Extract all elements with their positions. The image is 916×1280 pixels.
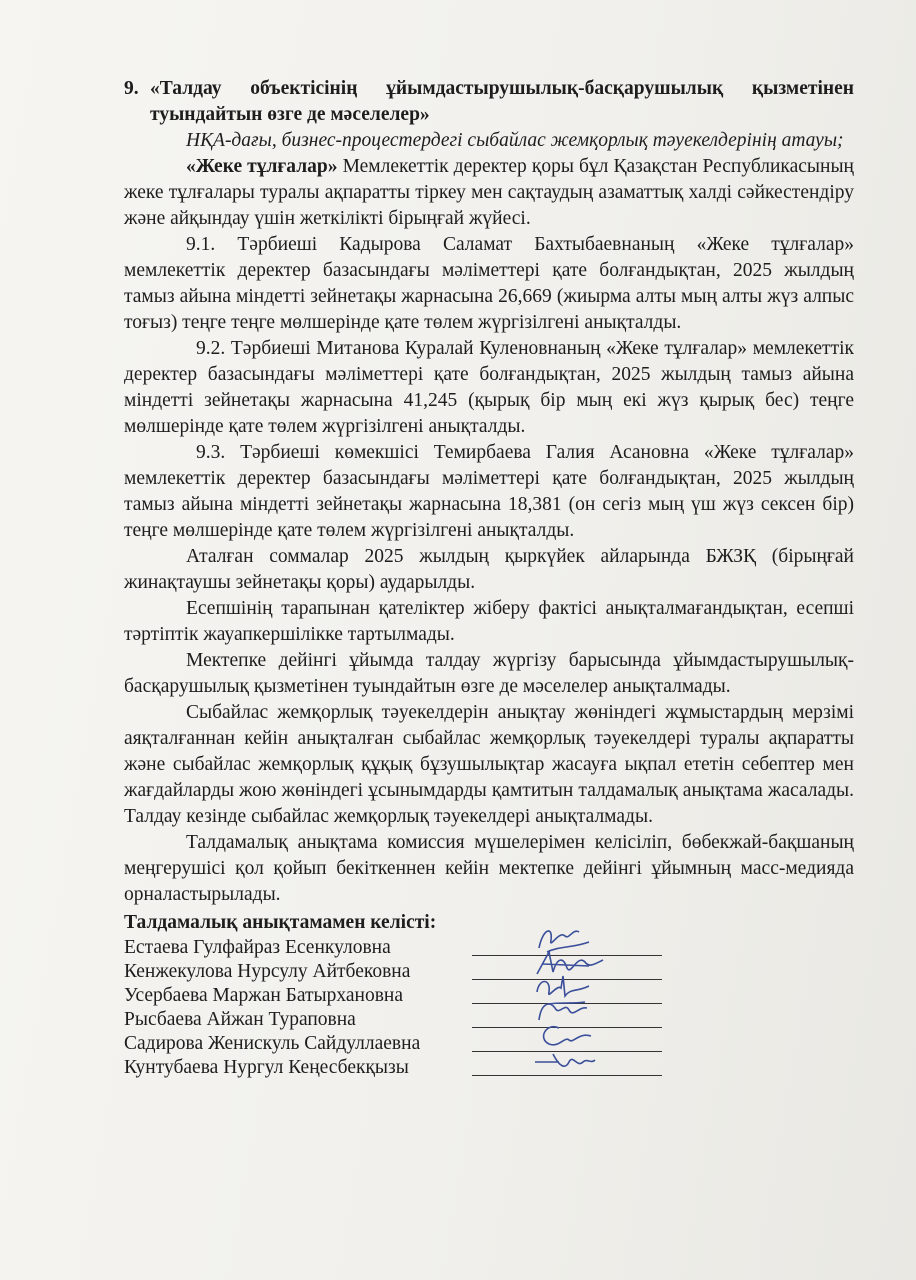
signature-block-title: Талдамалық анықтамамен келісті: bbox=[124, 912, 437, 933]
signatory-name: Садирова Женискуль Сайдуллаевна bbox=[124, 1033, 421, 1054]
section-title: «Талдау объектісінің ұйымдастырушылық-басқарушылық қызметінен туындайтын өзге де мәселелер» bbox=[150, 78, 854, 125]
signature-row bbox=[124, 1056, 854, 1080]
signatory-name: Рысбаева Айжан Тураповна bbox=[124, 1009, 356, 1030]
section-number: 9. bbox=[124, 78, 139, 99]
signature-row bbox=[124, 960, 854, 984]
paragraph-analysis: Сыбайлас жемқорлық тәуекелдерін анықтау жөніндегі жұмыстардың мерзімі аяқталғаннан кейін анықталған сыбайлас жемқорлық тәуекелдері туралы ақпаратты және сыбайлас жемқорлық құқық бұзушылықтар жасауға ықпал ететін себептер мен жағдайларды жою жөніндегі ұсынымдарды қамтитын талдамалық анықтама жасалады. Талдау кезінде сыбайлас жемқорлық тәуекелдері анықталмады. bbox=[124, 702, 854, 827]
item-9-1: 9.1. Тәрбиеші Кадырова Саламат Бахтыбаевнаның «Жеке тұлғалар» мемлекеттік деректер базасындағы мәліметтері қате болғандықтан, 2025 жылдың тамыз айына міндетті зейнетақы жарнасына 26,669 (жиырма алты мың алты жүз алпыс тоғыз) теңге теңге мөлшерінде қате төлем жүргізілгені анықталды. bbox=[124, 234, 854, 333]
signature-block bbox=[124, 910, 854, 1080]
handwritten-signature bbox=[529, 1042, 599, 1078]
paragraph-approval: Талдамалық анықтама комиссия мүшелерімен келісіліп, бөбекжай-бақшаның меңгерушісі қол қойып бекіткеннен кейін мектепке дейінгі ұйымның масс-медияда орналастырылады. bbox=[124, 832, 854, 905]
intro-text: Мемлекеттік деректер қоры бұл Қазақстан Республикасының жеке тұлғалары туралы ақпаратты тіркеу мен сақтаудың азаматтық халді сәйкестендіру және айқындау үшін жеткілікті бірыңғай жүйесі. bbox=[124, 156, 854, 229]
intro-paragraph bbox=[124, 154, 854, 232]
signatory-name: Усербаева Маржан Батырхановна bbox=[124, 985, 404, 1006]
signatory-name: Кенжекулова Нурсулу Айтбековна bbox=[124, 961, 411, 982]
document-body bbox=[124, 76, 854, 1080]
item-9-3: 9.3. Тәрбиеші көмекшісі Темирбаева Галия Асановна «Жеке тұлғалар» мемлекеттік деректер базасындағы мәліметтері қате болғандықтан, 2025 жылдың тамыз айына міндетті зейнетақы жарнасына 18,381 (он сегіз мың үш жүз сексен бір) теңге мөлшерінде қате төлем жүргізілгені анықталды. bbox=[124, 442, 854, 541]
signature-row bbox=[124, 1008, 854, 1032]
paragraph-accountant: Есепшінің тарапынан қателіктер жіберу фактісі анықталмағандықтан, есепші тәртіптік жауапкершілікке тартылмады. bbox=[124, 598, 854, 645]
section-subtitle: НҚА-дағы, бизнес-процестердегі сыбайлас жемқорлық тәуекелдерінің атауы; bbox=[186, 130, 844, 151]
item-9-2: 9.2. Тәрбиеші Митанова Куралай Куленовнаның «Жеке тұлғалар» мемлекеттік деректер базасындағы мәліметтері қате болғандықтан, 2025 жылдың тамыз айына міндетті зейнетақы жарнасына 41,245 (қырық бір мың екі жүз қырық бес) теңге мөлшерінде қате төлем жүргізілгені анықталды. bbox=[124, 338, 854, 437]
signatory-name: Естаева Гулфайраз Есенкуловна bbox=[124, 937, 391, 958]
paragraph-transfer: Аталған соммалар 2025 жылдың қыркүйек айларында БЖЗҚ (бірыңғай жинақтаушы зейнетақы қоры) аударылды. bbox=[124, 546, 854, 593]
section-heading bbox=[124, 76, 854, 128]
signature-row bbox=[124, 936, 854, 960]
signatory-name: Кунтубаева Нургул Кеңесбекқызы bbox=[124, 1057, 409, 1078]
paragraph-no-issues: Мектепке дейінгі ұйымда талдау жүргізу барысында ұйымдастырушылық-басқарушылық қызметінен туындайтын өзге де мәселелер анықталмады. bbox=[124, 650, 854, 697]
signature-row bbox=[124, 1032, 854, 1056]
signature-row bbox=[124, 984, 854, 1008]
intro-term: «Жеке тұлғалар» bbox=[186, 156, 338, 177]
